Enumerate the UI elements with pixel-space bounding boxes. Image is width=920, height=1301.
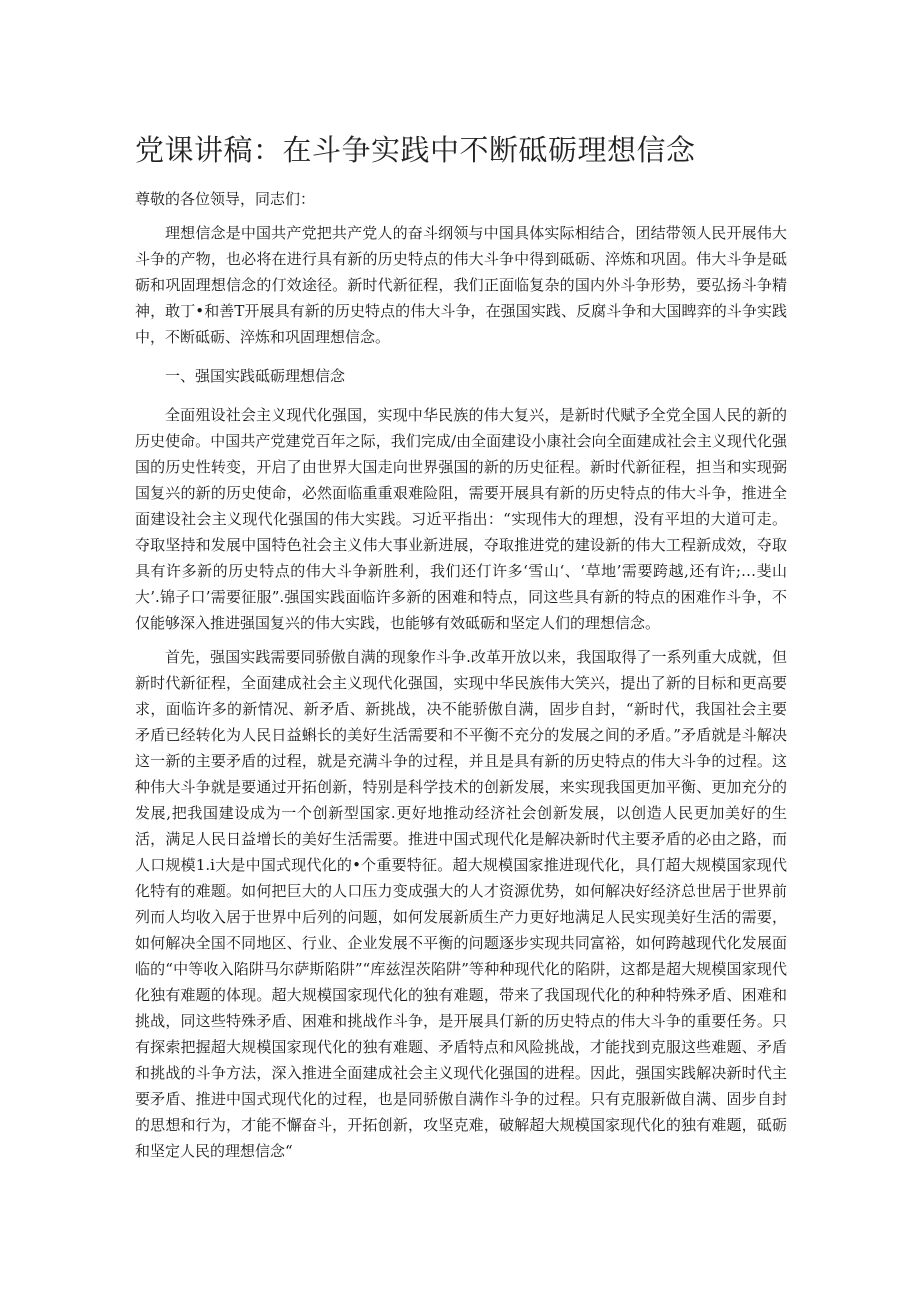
section-heading: 一、强国实践砥砺理想信念 (165, 367, 346, 385)
salutation: 尊敬的各位领导，同志们： (135, 190, 316, 208)
document-title: 党课讲稿：在斗争实践中不断砥砺理想信念 (135, 133, 696, 167)
paragraph-first-point: 首先，强国实践需要同骄傲自满的现象作斗争.改革开放以来，我国取得了一系列重大成就，但新时代新征程，全面建成社会主义现代化强国，实现中华民族伟大笑兴，提出了新的目标和更高要求，面临许多的新情况、新矛盾、新挑战，决不能骄傲自满，固步自封，“新时代，我国社会主要矛盾已经转化为人民日益蝌长的美好生活需要和不平衡不充分的发展之间的矛盾。”矛盾就是斗解决这一新的主要矛盾的过程，就是充满斗争的过程，并且是具有新的历史特点的伟大斗争的过程。这种伟大斗争就是要通过开拓创新，特别是科学技术的创新发展，来实现我国更加平衡、更加充分的发展,把我国建设成为一个创新型国家.更好地推动经济社会创新发展，以创造人民更加美好的生活，满足人民日益增长的美好生活需要。推进中国式现代化是解决新时代主要矛盾的必由之路，而人口规模1.i大是中国式现代化的•个重要特征。超大规模国家推进现代化，具仃超大规模国家现代化特有的难题。如何把巨大的人口压力变成强大的人才资源优势，如何解决好经济总世居于世界前列而人均收入居于世界中后列的问题，如何发展新质生产力更好地满足人民实现美好生活的需要，如何解决全国不同地区、行业、企业发展不平衡的问题逐步实现共同富裕，如何跨越现代化发展面临的“中等收入陷阱马尔萨斯陷阱”“库兹涅茨陷阱”等种种现代化的陷阱，这都是超大规模国家现代化独有难题的体现。超大规模国家现代化的独有难题，带来了我国现代化的种种特殊矛盾、困难和挑战，同这些特殊矛盾、困难和挑战作斗争，是开展具仃新的历史特点的伟大斗争的重要任务。只有探索把握超大规模国家现代化的独有难题、矛盾特点和风险挑战，才能找到克服这些难题、矛盾和挑战的斗争方法，深入推进全面建成社会主义现代化强国的进程。因此，强国实践解决新时代主要矛盾、推进中国式现代化的过程，也是同骄傲自满作斗争的过程。只有克服新做自满、固步自封的思想和行为，才能不懈奋斗，开拓创新，攻坚克难，破解超大规模国家现代化的独有难题，砥砺和坚定人民的理想信念“ (135, 648, 787, 1160)
document-body (135, 186, 787, 1164)
paragraph-strong-nation: 全面殂设社会主义现代化强国，实现中华民族的伟大复兴，是新时代赋予全党全国人民的新的历史使命。中国共产党建党百年之际，我们完成/由全面建设小康社会向全面建成社会主义现代化强国的历史性转变，开启了由世界大国走向世界强国的新的历史征程。新时代新征程，担当和实现弼国复兴的新的历史使命，必然面临重重艰难险阻，需要开展具有新的历史特点的伟大斗争，推进全面建设社会主义现代化强国的伟大实践。习近平指出：“实现伟大的理想，没有平坦的大道可走。夺取坚持和发展中国特色社会主义伟大事业新进展，夺取推进党的建设新的伟大工程新成效，夺取具有许多新的历史特点的伟大斗争新胜利，我们还仃许多‘雪山‘、‘草地’需要跨越,还有许;…斐山大’.锦子口’需要征服”.强国实践面临许多新的困难和特点，同这些具有新的特点的困难作斗争，不仅能够深入推进强国复兴的伟大实践，也能够有效砥砺和坚定人们的理想信念。 (135, 406, 787, 632)
paragraph-intro: 理想信念是中国共产党把共产党人的奋斗纲领与中国具体实际相结合，团结带领人民开展伟大斗争的产物，也必将在进行具有新的历史特点的伟大斗争中得到砥砺、淬炼和巩固。伟大斗争是砥砺和巩固理想信念的仃效途径。新时代新征程，我们正面临复杂的国内外斗争形势，要弘扬斗争精神，敢丁•和善T开展具有新的历史特点的伟大斗争，在强国实践、反腐斗争和大国睥弈的斗争实践中，不断砥砺、淬炼和巩固理想信念。 (135, 224, 787, 346)
